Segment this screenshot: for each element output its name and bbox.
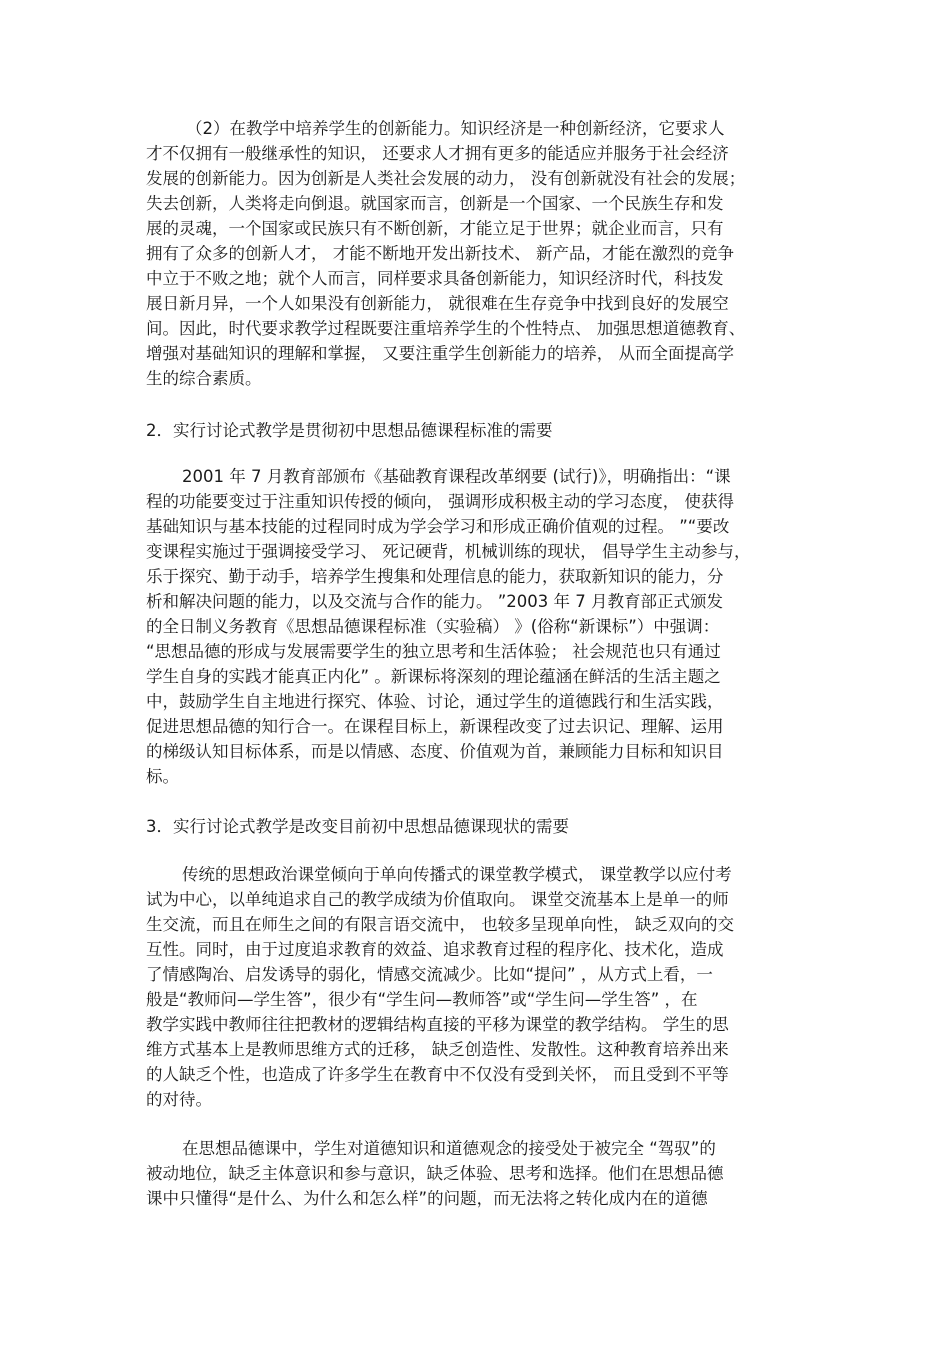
text-line: 生的综合素质。 — [146, 369, 262, 388]
text-line: 程的功能要变过于注重知识传授的倾向， 强调形成积极主动的学习态度， 使获得 — [146, 492, 734, 511]
text-line: 展日新月异，一个人如果没有创新能力， 就很难在生存竞争中找到良好的发展空 — [146, 294, 729, 313]
section-heading-3 — [146, 814, 816, 839]
text-line: 学生自身的实践才能真正内化” 。新课标将深刻的理论蕴涵在鲜活的生活主题之 — [146, 667, 721, 686]
text-line: 间。因此，时代要求教学过程既要注重培养学生的个性特点、 加强思想道德教育、 — [146, 319, 746, 338]
text-line: 析和解决问题的能力，以及交流与合作的能力。 ”2003 年 7 月教育部正式颁发 — [146, 592, 724, 611]
text-line: 教学实践中教师往往把教材的逻辑结构直接的平移为课堂的教学结构。 学生的思 — [146, 1015, 729, 1034]
paragraph-moral-education — [146, 1136, 816, 1211]
text-line: 中，鼓励学生自主地进行探究、体验、讨论，通过学生的道德践行和生活实践， — [146, 692, 724, 711]
text-line: 基础知识与基本技能的过程同时成为学会学习和形成正确价值观的过程。 ”“要改 — [146, 517, 730, 536]
text-line: 试为中心，以单纯追求自己的教学成绩为价值取向。 课堂交流基本上是单一的师 — [146, 890, 729, 909]
text-line: 拥有了众多的创新人才， 才能不断地开发出新技术、 新产品，才能在激烈的竞争 — [146, 244, 734, 263]
paragraph-current-status — [146, 862, 816, 1112]
text-line: 中立于不败之地；就个人而言，同样要求具备创新能力，知识经济时代，科技发 — [146, 269, 724, 288]
text-line: 在思想品德课中，学生对道德知识和道德观念的接受处于被完全 “驾驭”的 — [182, 1139, 716, 1158]
text-line: 失去创新，人类将走向倒退。就国家而言，创新是一个国家、一个民族生存和发 — [146, 194, 724, 213]
text-line: 课中只懂得“是什么、为什么和怎么样”的问题，而无法将之转化成内在的道德 — [146, 1189, 708, 1208]
text-line: 乐于探究、勤于动手，培养学生搜集和处理信息的能力，获取新知识的能力，分 — [146, 567, 724, 586]
text-line: 生交流，而且在师生之间的有限言语交流中， 也较多呈现单向性， 缺乏双向的交 — [146, 915, 734, 934]
text-line: 的人缺乏个性，也造成了许多学生在教育中不仅没有受到关怀， 而且受到不平等 — [146, 1065, 729, 1084]
text-line: 才不仅拥有一般继承性的知识， 还要求人才拥有更多的能适应并服务于社会经济 — [146, 144, 729, 163]
text-line: 2001 年 7 月教育部颁布《基础教育课程改革纲要 (试行)》，明确指出：“课 — [182, 467, 731, 486]
text-line: 展的灵魂，一个国家或民族只有不断创新，才能立足于世界；就企业而言，只有 — [146, 219, 724, 238]
text-line: 被动地位，缺乏主体意识和参与意识，缺乏体验、思考和选择。他们在思想品德 — [146, 1164, 724, 1183]
text-line: 的梯级认知目标体系，而是以情感、态度、价值观为首，兼顾能力目标和知识目 — [146, 742, 724, 761]
text-line: 促进思想品德的知行合一。在课程目标上，新课程改变了过去识记、理解、运用 — [146, 717, 724, 736]
text-line: 增强对基础知识的理解和掌握， 又要注重学生创新能力的培养， 从而全面提高学 — [146, 344, 734, 363]
text-line: 般是“教师问—学生答”，很少有“学生问—教师答”或“学生问—学生答” ，在 — [146, 990, 698, 1009]
text-line: 的全日制义务教育《思想品德课程标准（实验稿） 》(俗称“新课标”）中强调： — [146, 617, 720, 636]
text-line: 发展的创新能力。因为创新是人类社会发展的动力， 没有创新就没有社会的发展； — [146, 169, 746, 188]
text-line: 变课程实施过于强调接受学习、 死记硬背，机械训练的现状， 倡导学生主动参与， — [146, 542, 751, 561]
heading-text: 3．实行讨论式教学是改变目前初中思想品德课现状的需要 — [146, 817, 569, 836]
heading-text: 2．实行讨论式教学是贯彻初中思想品德课程标准的需要 — [146, 421, 553, 440]
paragraph-innovation — [146, 116, 816, 391]
text-line: 的对待。 — [146, 1090, 212, 1109]
section-heading-2 — [146, 418, 816, 443]
text-line: 维方式基本上是教师思维方式的迁移， 缺乏创造性、发散性。这种教育培养出来 — [146, 1040, 729, 1059]
text-line: “思想品德的形成与发展需要学生的独立思考和生活体验； 社会规范也只有通过 — [146, 642, 721, 661]
text-line: 标。 — [146, 767, 179, 786]
text-line: （2）在教学中培养学生的创新能力。知识经济是一种创新经济，它要求人 — [186, 119, 725, 138]
paragraph-curriculum-standard — [146, 464, 816, 789]
text-line: 了情感陶冶、启发诱导的弱化，情感交流减少。比如“提问” ，从方式上看，一 — [146, 965, 713, 984]
text-line: 互性。同时，由于过度追求教育的效益、追求教育过程的程序化、技术化，造成 — [146, 940, 724, 959]
text-line: 传统的思想政治课堂倾向于单向传播式的课堂教学模式， 课堂教学以应付考 — [182, 865, 732, 884]
